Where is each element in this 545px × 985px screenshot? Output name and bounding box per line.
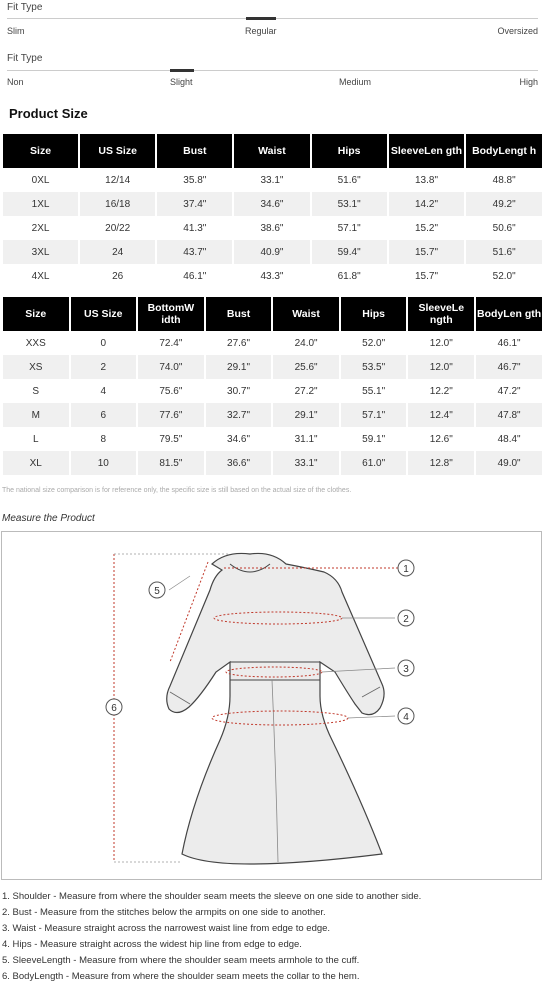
table-cell: 12.0" [408,355,474,379]
table-cell: 38.6" [260,222,284,234]
header-size: Size [3,297,69,331]
table-cell: M [3,403,69,427]
table-cell: 46.7" [476,355,542,379]
table-cell: 12.0" [429,337,453,349]
table-cell: 47.8" [476,403,542,427]
table-cell: 59.4" [312,240,387,264]
table-cell: 81.5" [138,451,204,475]
table-cell: 53.1" [312,192,387,216]
header-bust: Bust [206,297,272,331]
table-cell: 53.5" [341,355,407,379]
fit-type-scale-1 [0,0,545,45]
table-cell: 4 [100,385,107,397]
table-cell: 20/22 [105,222,131,234]
table-row [3,451,542,475]
desc-waist: 3. Waist - Measure straight across the narrowest waist line from edge to edge. [2,923,331,934]
table-cell: 12.2" [429,385,453,397]
table-row [3,216,542,240]
table-cell: 51.6" [466,240,542,264]
desc-body-length: 6. BodyLength - Measure from where the shoulder seam meets the collar to the hem. [2,971,360,982]
table-cell: 3XL [3,240,78,264]
table-cell: 13.8" [414,174,438,186]
header-bust: Bust [157,134,232,168]
table-row [3,403,542,427]
table-cell: 52.0" [492,270,516,282]
table-cell: 57.1" [341,403,407,427]
table-cell: 12/14 [105,174,131,186]
table-cell: 75.6" [159,385,183,397]
marker-1-label: 1 [403,564,409,575]
desc-sleeve-length: 5. SleeveLength - Measure from where the shoulder seam meets armhole to the cuff. [2,955,360,966]
table-cell: 41.3" [183,222,207,234]
table-cell: 1XL [3,192,78,216]
table-cell: 4XL [31,270,50,282]
fit-label-non: Non [7,77,24,87]
header-size: Size [3,134,78,168]
header-sleeve-length: SleeveLen gth [389,134,465,168]
table-cell: 24 [80,240,155,264]
header-waist: Waist [273,297,339,331]
table-cell: 74.0" [138,355,204,379]
table-cell: 36.6" [206,451,272,475]
table-cell: 59.1" [362,433,386,445]
table-cell: 6 [71,403,137,427]
fit-label-medium: Medium [339,77,372,87]
table-cell: 49.0" [476,451,542,475]
table-cell: 10 [71,451,137,475]
table-cell: 12.8" [408,451,474,475]
measure-title: Measure the Product [2,513,95,524]
marker-4-label: 4 [403,712,409,723]
marker-5-label: 5 [154,586,160,597]
fit-indicator [170,69,194,72]
table-cell: 32.7" [206,403,272,427]
table-cell: 77.6" [138,403,204,427]
table-row [3,427,542,451]
header-hips: Hips [341,297,407,331]
table-row [3,355,542,379]
table-cell: 26 [112,270,124,282]
table-row [3,192,542,216]
table-cell: 24.0" [294,337,318,349]
table-cell: 43.3" [260,270,284,282]
table-cell: 27.6" [227,337,251,349]
table-cell: 33.1" [273,451,339,475]
table-cell: 25.6" [273,355,339,379]
table-cell: 43.7" [157,240,232,264]
measurement-diagram [1,531,542,880]
table-cell: 33.1" [260,174,284,186]
table-cell: 47.2" [497,385,521,397]
table-cell: 52.0" [362,337,386,349]
table-cell: 46.1" [183,270,207,282]
table-cell: 0XL [31,174,50,186]
marker-3-label: 3 [403,664,409,675]
table-cell: 15.7" [389,240,465,264]
table-cell: S [32,385,40,397]
table-cell: L [32,433,39,445]
table-cell: 55.1" [362,385,386,397]
dress-illustration [2,532,541,879]
table-cell: 48.8" [492,174,516,186]
fit-scale-line [7,70,538,71]
fit-type-scale-2 [0,50,545,95]
header-body-length: BodyLengt h [466,134,542,168]
table-row [3,240,542,264]
dress-silhouette [167,553,384,864]
table-cell: 12.6" [429,433,453,445]
table-cell: 29.1" [273,403,339,427]
table-cell: 72.4" [159,337,183,349]
table-cell: 48.4" [497,433,521,445]
size-table-plus [1,134,544,288]
table-cell: 34.6" [234,192,309,216]
fit-label-slight: Slight [170,77,193,87]
table-cell: 40.9" [234,240,309,264]
table-cell: 15.2" [414,222,438,234]
table-cell: 61.8" [337,270,361,282]
table-row [3,264,542,288]
marker-6-label: 6 [111,703,117,714]
table-cell: 8 [100,433,107,445]
desc-bust: 2. Bust - Measure from the stitches below the armpits on one side to another. [2,907,326,918]
table-cell: 61.0" [341,451,407,475]
table-cell: 0 [100,337,107,349]
table-cell: XXS [25,337,46,349]
table-cell: 29.1" [206,355,272,379]
table-cell: 37.4" [157,192,232,216]
header-sleeve-length: SleeveLe ngth [408,297,474,331]
table-cell: 16/18 [80,192,155,216]
fit-indicator [246,17,276,20]
fit-type-title: Fit Type [7,2,43,13]
marker-2-label: 2 [403,614,409,625]
header-waist: Waist [234,134,309,168]
desc-shoulder: 1. Shoulder - Measure from where the shoulder seam meets the sleeve on one side to another side. [2,891,422,902]
table-cell: 15.7" [414,270,438,282]
fit-label-oversized: Oversized [497,26,538,36]
table-cell: 30.7" [227,385,251,397]
table-cell: 46.1" [497,337,521,349]
product-size-title: Product Size [9,106,88,121]
table-cell: 57.1" [337,222,361,234]
table-cell: 31.1" [294,433,318,445]
table-row [3,331,542,355]
table-cell: 14.2" [389,192,465,216]
size-table-regular [1,297,544,475]
header-us-size: US Size [71,297,137,331]
header-hips: Hips [312,134,387,168]
size-note: The national size comparison is for reference only, the specific size is still based on the actual size of the clothes. [2,487,352,494]
fit-type-title: Fit Type [7,53,43,64]
header-us-size: US Size [80,134,155,168]
header-body-length: BodyLen gth [476,297,542,331]
table-cell: 49.2" [466,192,542,216]
desc-hips: 4. Hips - Measure straight across the widest hip line from edge to edge. [2,939,302,950]
fit-label-regular: Regular [245,26,277,36]
table-cell: 2XL [31,222,50,234]
table-cell: XL [3,451,69,475]
table-row [3,168,542,192]
table-cell: 34.6" [227,433,251,445]
table-cell: 12.4" [408,403,474,427]
fit-label-high: High [519,77,538,87]
table-cell: 79.5" [159,433,183,445]
table-cell: 51.6" [337,174,361,186]
table-cell: XS [3,355,69,379]
table-cell: 50.6" [492,222,516,234]
fit-label-slim: Slim [7,26,25,36]
table-row [3,379,542,403]
header-bottom-width: BottomW idth [138,297,204,331]
table-cell: 35.8" [183,174,207,186]
table-cell: 2 [71,355,137,379]
table-cell: 27.2" [294,385,318,397]
